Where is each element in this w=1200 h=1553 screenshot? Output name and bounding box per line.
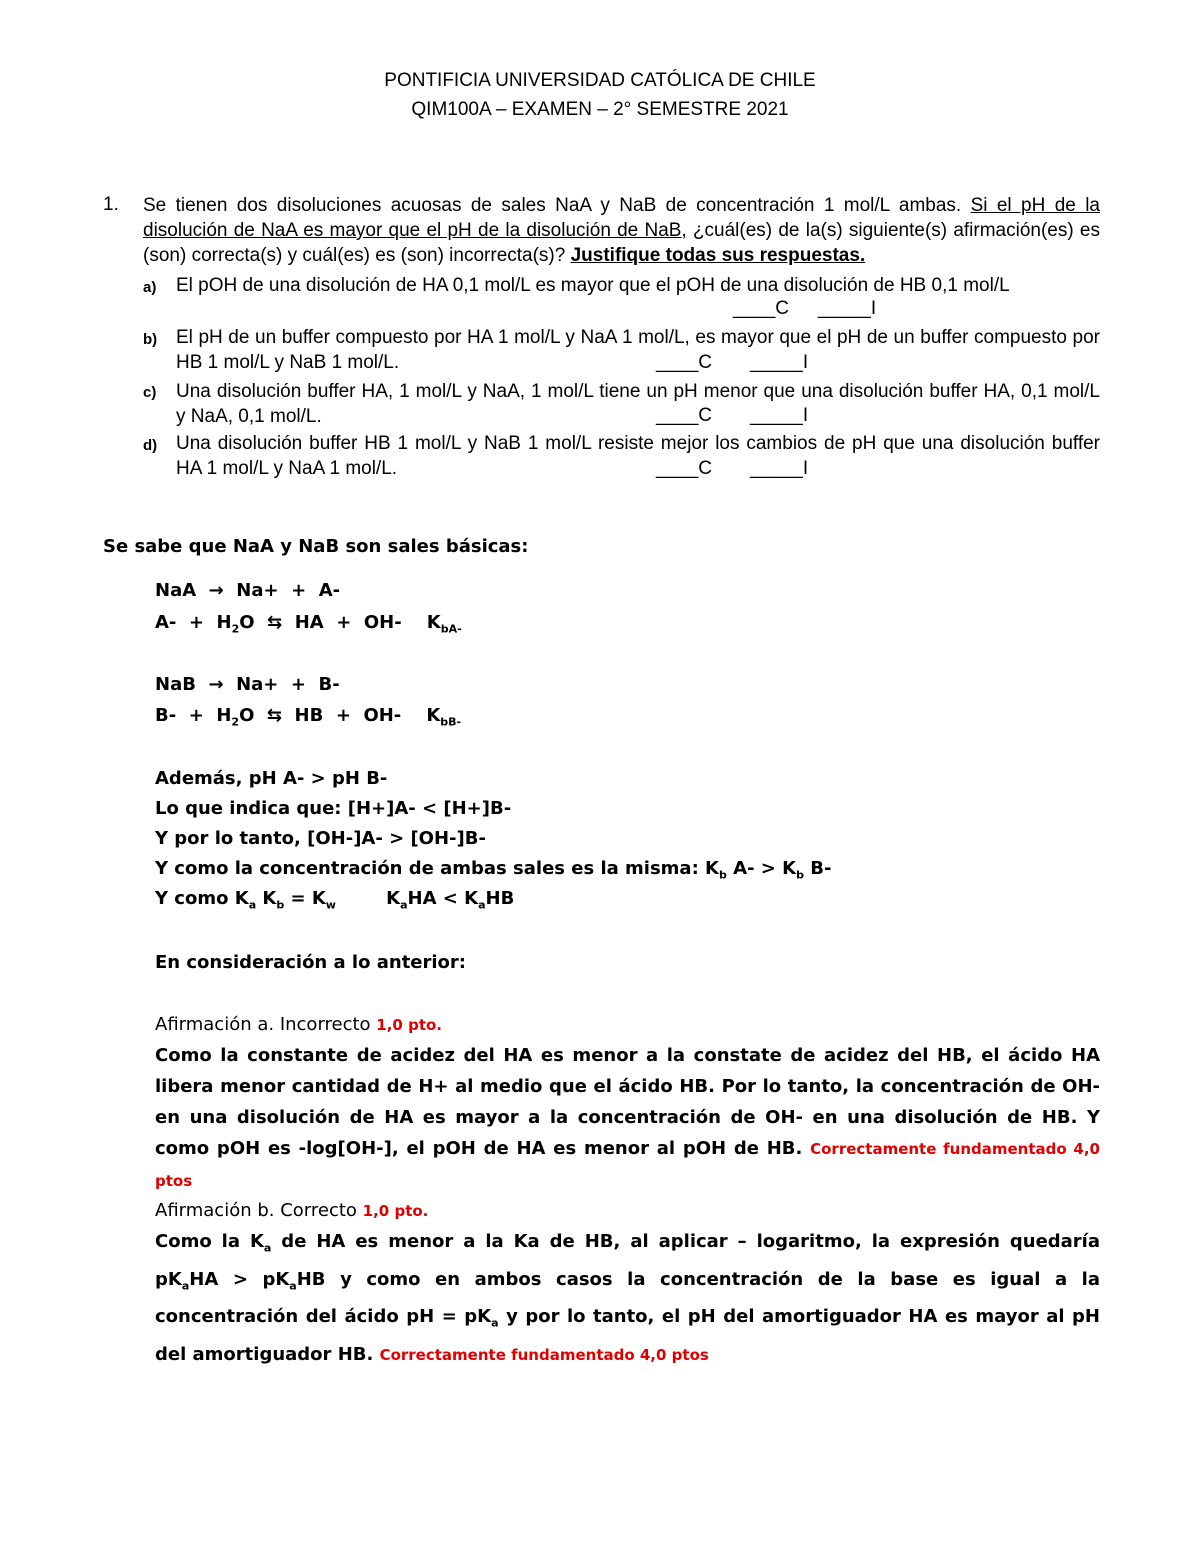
b-sub: a — [289, 1279, 297, 1293]
line-sub: a — [248, 898, 257, 912]
equation-nab-dissociation: NaB → Na+ + B- — [155, 674, 340, 695]
line-sub: a — [478, 898, 486, 912]
statement-b-score: 1,0 pto. — [362, 1202, 429, 1220]
intro-question: ¿cuál(es) de la(s) siguiente(s) afirmación(es) es (son) correcta(s) y cuál(es) es (son) incorrecta(s)? — [143, 220, 1100, 266]
equation-b-hydrolysis — [155, 705, 461, 729]
option-b-text: El pH de un buffer compuesto por HA 1 mol/L y NaA 1 mol/L, es mayor que el pH de un buffer compuesto por HB 1 mol/L y NaB 1 mol/L. — [176, 327, 1100, 373]
line-part: = K — [284, 888, 326, 909]
b-sub: a — [491, 1316, 499, 1330]
b-sub: a — [181, 1279, 190, 1293]
option-a-text: El pOH de una disolución de HA 0,1 mol/L es mayor que el pOH de una disolución de HB 0,1 mol/L — [176, 275, 1010, 296]
eq-part: A- + H — [155, 612, 232, 633]
option-a-letter: a) — [143, 279, 157, 296]
option-a-blank-i[interactable]: _____I — [818, 298, 877, 319]
option-b-letter: b) — [143, 331, 158, 348]
question-intro — [143, 193, 1100, 268]
line-sub: b — [796, 868, 804, 882]
line-sub: b — [719, 868, 727, 882]
eq-part: B- + H — [155, 705, 232, 726]
option-d-blank-c[interactable]: ____C — [656, 458, 712, 479]
solution-line-1: Además, pH A- > pH B- — [155, 768, 388, 789]
b-part: HB y como en ambos casos la concentración de la base es igual a la concentración del ácido pH = pK — [155, 1268, 1100, 1328]
line-part: B- — [803, 858, 832, 879]
line-part: Y como K — [155, 888, 249, 909]
option-c-text: Una disolución buffer HA, 1 mol/L y NaA, 1 mol/L tiene un pH menor que una disolución buffer HA, 0,1 mol/L y NaA, 0,1 mol/L. — [176, 381, 1100, 427]
statement-b-grade: Correctamente fundamentado 4,0 ptos — [379, 1345, 709, 1364]
b-part: HA > pK — [189, 1268, 290, 1290]
statement-b-title — [155, 1200, 428, 1221]
line-part: HB — [485, 888, 515, 909]
line-sub: b — [276, 898, 285, 912]
eq-sub: 2 — [231, 622, 240, 636]
solution-line-5 — [155, 888, 514, 912]
option-d-text: Una disolución buffer HB 1 mol/L y NaB 1 mol/L resiste mejor los cambios de pH que una disolución buffer HA 1 mol/L y NaA 1 mol/L. — [176, 433, 1100, 479]
option-c-letter: c) — [143, 384, 157, 401]
line-part: Y como la concentración de ambas sales es la misma: K — [155, 858, 719, 879]
consideration-heading: En consideración a lo anterior: — [155, 952, 466, 973]
option-b-blank-c[interactable]: ____C — [656, 352, 712, 373]
line-sub: w — [325, 898, 336, 912]
statement-a-title — [155, 1014, 442, 1035]
b-part: y por lo tanto, el pH del amortiguador HA es mayor al pH del amortiguador HB. — [155, 1306, 1100, 1365]
intro-text: Se tienen dos disoluciones acuosas de sales NaA y NaB de concentración 1 mol/L ambas. — [143, 195, 971, 216]
b-sub: a — [263, 1241, 272, 1255]
option-d-blank-i[interactable]: _____I — [750, 458, 809, 479]
eq-sub: bB- — [440, 715, 462, 729]
option-a-blank-c[interactable]: ____C — [733, 298, 789, 319]
solution-intro: Se sabe que NaA y NaB son sales básicas: — [103, 536, 529, 557]
university-name: PONTIFICIA UNIVERSIDAD CATÓLICA DE CHILE — [384, 70, 816, 91]
equation-naa-dissociation: NaA → Na+ + A- — [155, 580, 341, 601]
solution-line-3: Y por lo tanto, [OH-]A- > [OH-]B- — [155, 828, 486, 849]
solution-line-4 — [155, 858, 831, 882]
statement-a-text: Como la constante de acidez del HA es menor a la constate de acidez del HB, el ácido HA libera menor cantidad de H+ al medio que el ácido HB. Por lo tanto, la concentración de OH- en una disolución de HA es mayor a la concentración de OH- en una disolución de HB. Y como pOH es -log[OH-], el pOH de HA es menor al pOH de HB. — [155, 1045, 1100, 1159]
line-part: K — [335, 888, 401, 909]
eq-part: O ⇆ HB + OH- K — [239, 705, 441, 726]
option-c-blank-c[interactable]: ____C — [656, 405, 712, 426]
exam-title: QIM100A – EXAMEN – 2° SEMESTRE 2021 — [411, 99, 789, 120]
solution-line-2: Lo que indica que: [H+]A- < [H+]B- — [155, 798, 512, 819]
eq-sub: bA- — [440, 622, 462, 636]
intro-condition: Si el pH de la disolución de NaA es mayor que el pH de la disolución de NaB, — [143, 195, 1101, 241]
line-part: A- > K — [726, 858, 797, 879]
option-c-blank-i[interactable]: _____I — [750, 405, 809, 426]
equation-a-hydrolysis — [155, 612, 462, 636]
statement-a-verdict: Afirmación a. Incorrecto — [155, 1014, 377, 1035]
statement-b-verdict: Afirmación b. Correcto — [155, 1200, 363, 1221]
eq-sub: 2 — [231, 715, 240, 729]
statement-a-justification — [155, 1040, 1100, 1197]
eq-part: O ⇆ HA + OH- K — [239, 612, 441, 633]
statement-b-justification — [155, 1226, 1100, 1371]
statement-a-grade: Correctamente fundamentado 4,0 ptos — [155, 1140, 1100, 1190]
line-part: K — [256, 888, 277, 909]
question-number: 1. — [103, 194, 119, 215]
b-part: Como la K — [155, 1231, 264, 1252]
statement-a-score: 1,0 pto. — [376, 1016, 443, 1034]
option-b-blank-i[interactable]: _____I — [750, 352, 809, 373]
line-sub: a — [400, 898, 408, 912]
option-d-letter: d) — [143, 437, 158, 454]
line-part: HA < K — [407, 888, 479, 909]
b-part: de HA es menor a la Ka de HB, al aplicar – logaritmo, la expresión quedaría pK — [155, 1231, 1100, 1290]
intro-instruction: Justifique todas sus respuestas. — [570, 245, 866, 266]
